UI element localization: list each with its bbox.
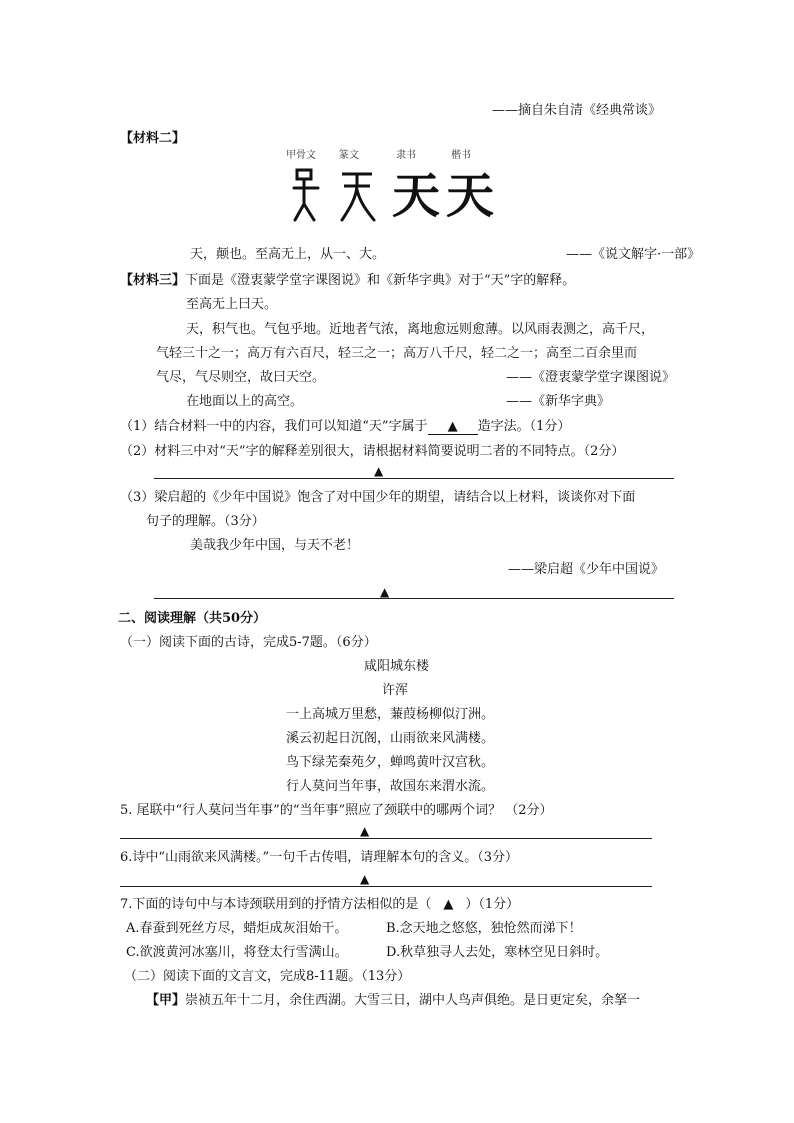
question-3-quote: 美哉我少年中国，与天不老！	[190, 538, 360, 553]
option-b: B.念天地之悠悠，独怆然而涕下！	[386, 921, 582, 936]
question-1-points: 造字法。（1分）	[477, 419, 571, 434]
poem-line: 行人莫问当年事，故国东来渭水流。	[286, 779, 495, 794]
clerical-tian-glyph: 天	[392, 168, 441, 224]
question-3-source: ——梁启超《少年中国说》	[508, 562, 665, 577]
question-1-text: （1）结合材料一中的内容，我们可以知道“天”字属于	[120, 419, 428, 434]
xinhua-source: ——《新华字典》	[506, 394, 611, 409]
question-3-line-b: 句子的理解。（3分）	[146, 514, 265, 529]
material3-para-b: 气轻三十之一；高万有六百尺，轻三之一；高万八千尺，轻二之一；高至二百余里而	[156, 346, 638, 361]
passage-jia-text: 崇祯五年十二月，余住西湖。大雪三日，湖中人鸟声俱绝。是日更定矣，余拏一	[185, 993, 641, 1008]
question-7	[120, 896, 519, 914]
answer-line[interactable]	[120, 886, 652, 887]
option-a: A.春蚕到死丝方尽，蜡炬成灰泪始干。	[126, 921, 348, 936]
question-3-line-a: （3）梁启超的《少年中国说》饱含了对中国少年的期望，请结合以上材料，谈谈你对下面	[120, 490, 636, 505]
question-7-points: ）（1分）	[465, 897, 520, 912]
answer-mark: ▲	[360, 872, 370, 886]
section-2-title: 二、阅读理解（共50分）	[118, 611, 267, 626]
passage-jia-label: 【甲】	[146, 993, 186, 1008]
poem-line: 溪云初起日沉阁，山雨欲来风满楼。	[286, 731, 495, 746]
question-1-answer-blank[interactable]: ▲	[428, 419, 478, 435]
script-label-oracle: 甲骨文	[286, 150, 316, 161]
shuowen-source: ——《说文解字·一部》	[566, 247, 701, 262]
answer-mark: ▲	[380, 585, 390, 599]
seal-script-tian-glyph	[336, 168, 378, 224]
option-c: C.欲渡黄河冰塞川，将登太行雪满山。	[126, 945, 348, 960]
passage-jia	[146, 992, 640, 1010]
material3-para-c-source: ——《澄衷蒙学堂字课图说》	[506, 370, 676, 385]
material3-label: 【材料三】	[120, 273, 186, 288]
question-1	[120, 418, 570, 436]
material3-para-c: 气尽，气尽则空，故曰天空。	[156, 370, 326, 385]
material3-intro: 下面是《澄衷蒙学堂字课图说》和《新华字典》对于“天”字的解释。	[185, 273, 576, 288]
source-note: ——摘自朱自清《经典常谈》	[492, 103, 662, 118]
xinhua-definition: 在地面以上的高空。	[186, 394, 304, 409]
material3-para-a: 天，积气也。气包乎地。近地者气浓，离地愈远则愈薄。以风雨表测之，高千尺，	[186, 322, 655, 337]
question-7-answer-blank[interactable]: ▲	[443, 897, 454, 912]
poem-title: 咸阳城东楼	[364, 659, 430, 674]
poem-author: 许浑	[382, 683, 409, 698]
poem-line: 一上高城万里愁，蒹葭杨柳似汀洲。	[286, 707, 495, 722]
script-label-seal: 篆文	[339, 150, 359, 161]
answer-line[interactable]	[154, 478, 674, 479]
material3-heading	[120, 272, 575, 290]
question-7-text: 7.下面的诗句中与本诗颈联用到的抒情方法相似的是（	[120, 897, 432, 912]
answer-mark: ▲	[360, 824, 370, 838]
question-2: （2）材料三中对“天”字的解释差别很大，请根据材料简要说明二者的不同特点。（2分）	[120, 444, 625, 459]
option-d: D.秋草独寻人去处，寒林空见日斜时。	[386, 945, 609, 960]
script-label-clerical: 隶书	[396, 150, 416, 161]
poem-line: 鸟下绿芜秦苑夕，蝉鸣黄叶汉宫秋。	[286, 755, 495, 770]
shuowen-definition: 天，颠也。至高无上，从一、大。	[190, 247, 386, 262]
answer-line[interactable]	[120, 838, 652, 839]
material2-heading: 【材料二】	[120, 131, 186, 146]
regular-tian-glyph: 天	[446, 168, 495, 224]
answer-line[interactable]	[154, 598, 674, 599]
script-label-regular: 楷书	[451, 150, 471, 161]
material3-line1: 至高无上曰天。	[186, 297, 278, 312]
answer-mark: ▲	[374, 464, 384, 478]
question-5: 5. 尾联中“行人莫问当年事”的“当年事”照应了颈联中的哪两个词？ （2分）	[120, 803, 553, 818]
part-2-instruction: （二）阅读下面的文言文，完成8-11题。（13分）	[124, 969, 411, 984]
oracle-bone-tian-glyph	[290, 168, 324, 224]
part-1-instruction: （一）阅读下面的古诗，完成5-7题。（6分）	[120, 635, 377, 650]
question-6: 6.诗中“山雨欲来风满楼。”一句千古传唱，请理解本句的含义。（3分）	[120, 850, 518, 865]
